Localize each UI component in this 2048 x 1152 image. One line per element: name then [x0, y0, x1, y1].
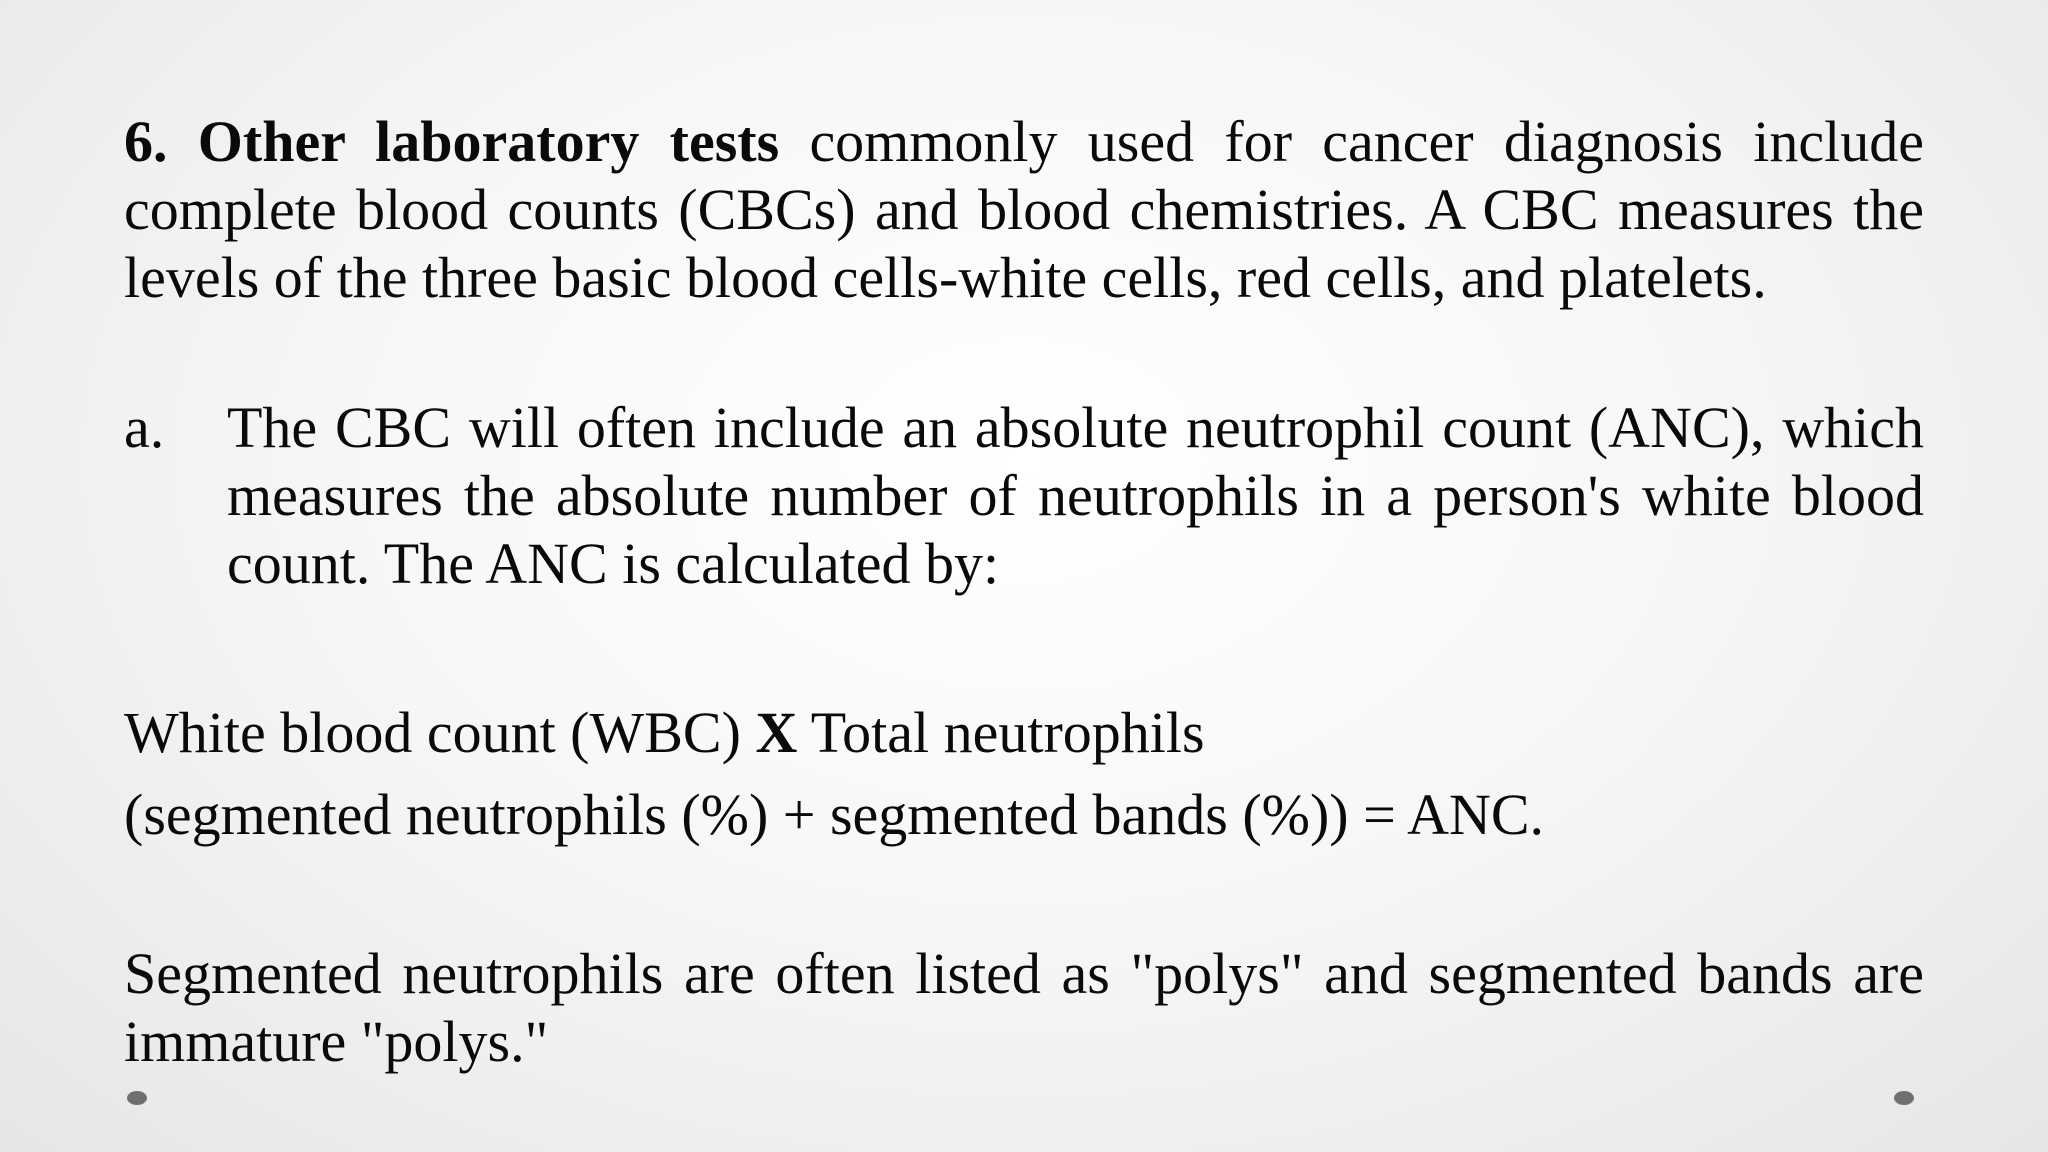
- intro-paragraph: [124, 108, 1924, 312]
- formula-line-1: [124, 692, 1924, 774]
- formula-wbc-term: White blood count (WBC): [124, 700, 756, 765]
- slide-corner-dot-left: [127, 1091, 147, 1105]
- polys-note: Segmented neutrophils are often listed as "polys" and segmented bands are immature "polys.": [124, 941, 1924, 1074]
- slide-corner-dot-right: [1894, 1091, 1914, 1105]
- intro-text: commonly used for cancer diagnosis include complete blood counts (CBCs) and blood chemistries. A CBC measures the levels of the three basic blood cells-white cells, red cells, and platelets.: [124, 109, 1924, 310]
- intro-lead-heading: 6. Other laboratory tests: [124, 109, 780, 174]
- sub-item-a: [124, 394, 1924, 598]
- formula-neutrophils-term: Total neutrophils: [797, 700, 1205, 765]
- formula-line-2: (segmented neutrophils (%) + segmented bands (%)) = ANC.: [124, 782, 1545, 847]
- sub-item-text: The CBC will often include an absolute neutrophil count (ANC), which measures the absolute number of neutrophils in a person's white blood count. The ANC is calculated by:: [227, 395, 1924, 596]
- sub-item-marker: a.: [124, 395, 165, 460]
- anc-formula: [124, 692, 1924, 856]
- formula-multiply-operator: X: [755, 700, 798, 765]
